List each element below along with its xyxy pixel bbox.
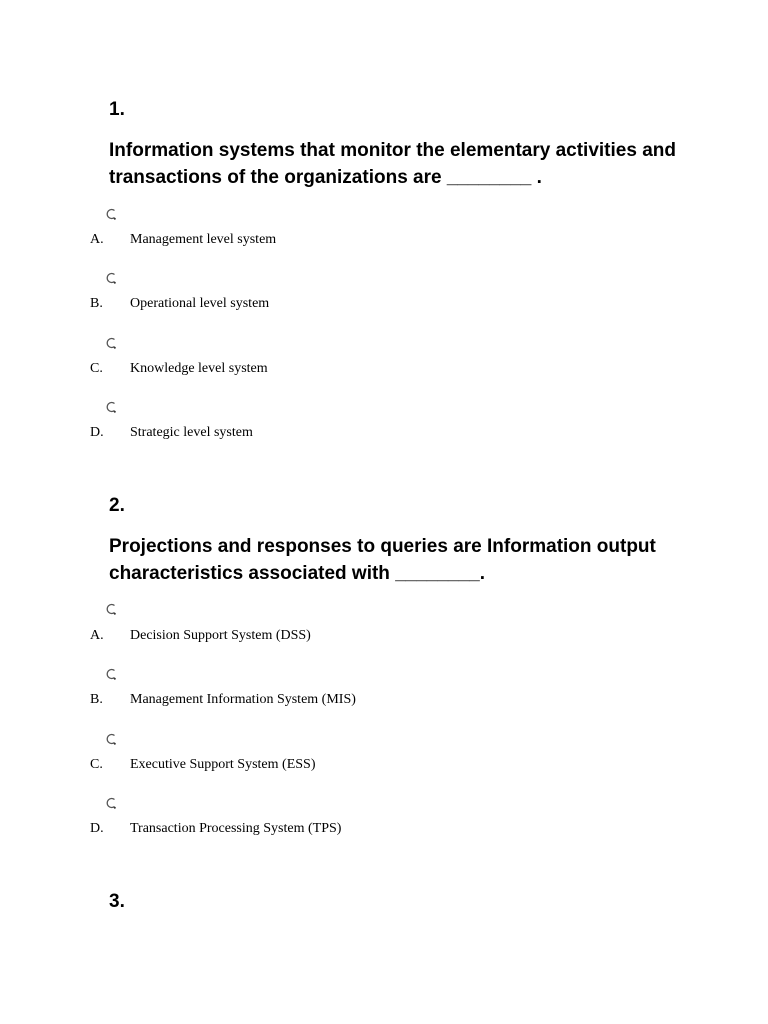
radio-button-icon xyxy=(105,796,117,810)
radio-button-icon xyxy=(105,336,117,350)
question-2-option-a-radio[interactable] xyxy=(105,602,117,616)
question-1-option-b[interactable] xyxy=(90,295,269,313)
question-1-option-d-radio[interactable] xyxy=(105,400,117,414)
question-2-number: 2. xyxy=(109,495,125,516)
radio-button-icon xyxy=(105,732,117,746)
option-letter: D. xyxy=(90,821,104,836)
radio-button-icon xyxy=(105,667,117,681)
question-2-option-c[interactable] xyxy=(90,756,316,774)
option-letter: C. xyxy=(90,361,103,376)
question-1-number: 1. xyxy=(109,99,125,120)
question-2-option-b[interactable] xyxy=(90,691,356,709)
option-letter: B. xyxy=(90,692,103,707)
question-1-option-a[interactable] xyxy=(90,231,276,249)
option-label: Management Information System (MIS) xyxy=(130,692,356,707)
question-3-number: 3. xyxy=(109,891,125,912)
option-letter: A. xyxy=(90,232,104,247)
question-2-option-b-radio[interactable] xyxy=(105,667,117,681)
question-1-option-b-radio[interactable] xyxy=(105,271,117,285)
question-2-option-d[interactable] xyxy=(90,820,341,838)
question-1-option-c[interactable] xyxy=(90,360,268,378)
question-1-option-a-radio[interactable] xyxy=(105,207,117,221)
option-letter: B. xyxy=(90,296,103,311)
question-2-text: Projections and responses to queries are Information output characteristics associated with ________. xyxy=(109,536,656,584)
question-2-option-c-radio[interactable] xyxy=(105,732,117,746)
question-2-option-d-radio[interactable] xyxy=(105,796,117,810)
option-letter: D. xyxy=(90,425,104,440)
radio-button-icon xyxy=(105,400,117,414)
option-label: Management level system xyxy=(130,232,277,247)
option-letter: A. xyxy=(90,628,104,643)
question-2-option-a[interactable] xyxy=(90,627,311,645)
question-1-text: Information systems that monitor the elementary activities and transactions of the organizations are ________ . xyxy=(109,140,676,188)
option-letter: C. xyxy=(90,757,103,772)
question-1-option-c-radio[interactable] xyxy=(105,336,117,350)
option-label: Transaction Processing System (TPS) xyxy=(130,821,342,836)
option-label: Strategic level system xyxy=(130,425,253,440)
option-label: Knowledge level system xyxy=(130,361,268,376)
option-label: Executive Support System (ESS) xyxy=(130,757,316,772)
option-label: Decision Support System (DSS) xyxy=(130,628,311,643)
radio-button-icon xyxy=(105,602,117,616)
option-label: Operational level system xyxy=(130,296,270,311)
radio-button-icon xyxy=(105,271,117,285)
question-1-option-d[interactable] xyxy=(90,424,253,442)
radio-button-icon xyxy=(105,207,117,221)
